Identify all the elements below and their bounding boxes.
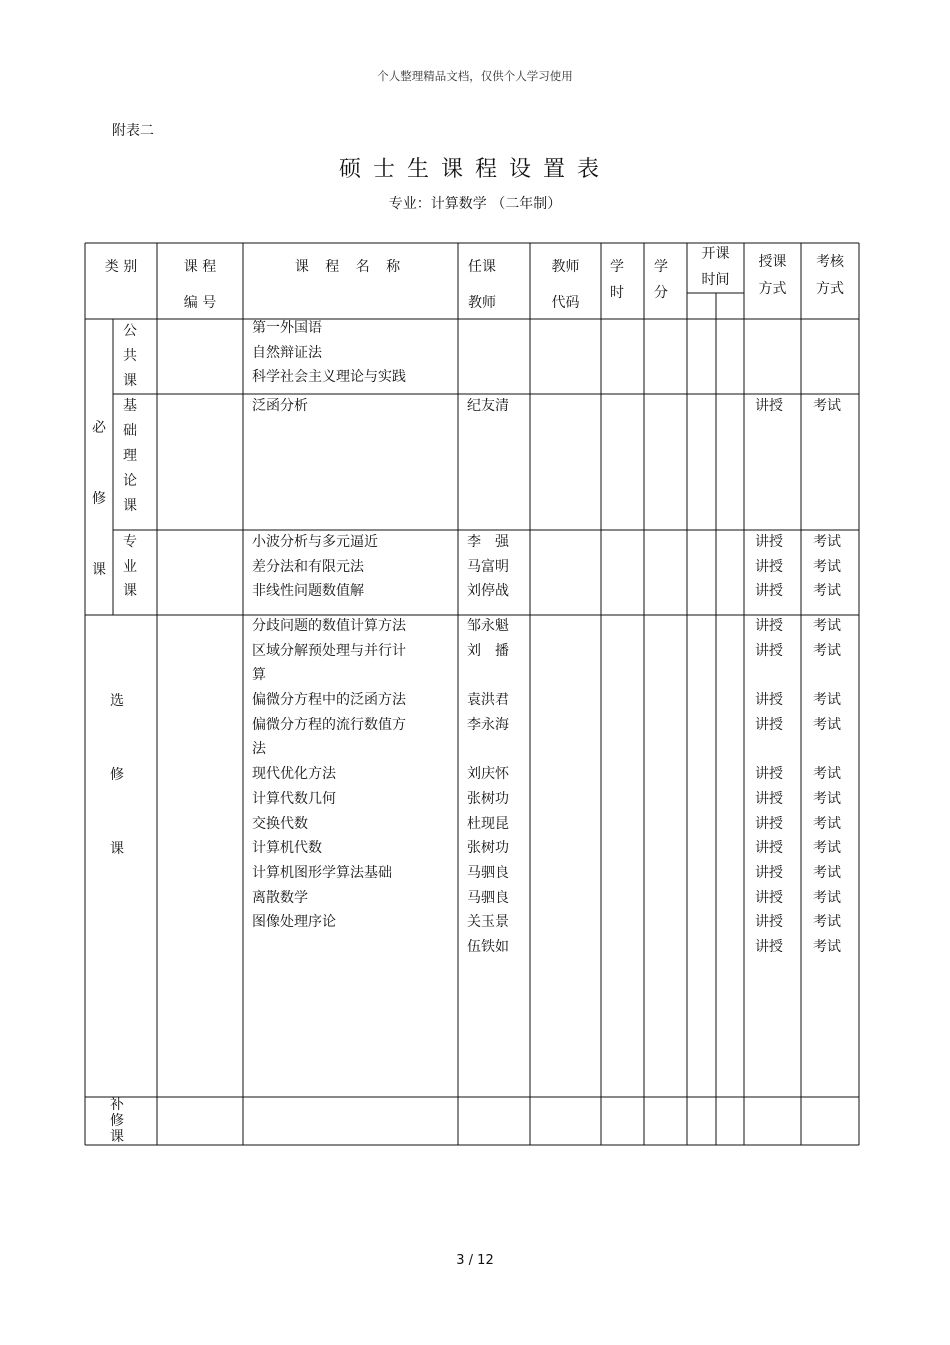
required-label-spacer [85, 437, 113, 488]
method: 讲授 [755, 642, 783, 659]
exam: 考试 [813, 534, 841, 550]
major-sub-label [113, 530, 147, 604]
teacher-name: 马驷良 [467, 864, 509, 881]
course-name: 图像处理序论 [252, 914, 336, 931]
course-name: 区域分解预处理与并行计 [252, 642, 406, 659]
course-name: 计算机图形学算法基础 [252, 864, 392, 881]
teacher-name: 刘庆怀 [467, 766, 509, 783]
elective-teachers [467, 614, 509, 960]
method: 讲授 [755, 840, 783, 857]
course-name: 交换代数 [252, 815, 308, 832]
course-name: 第一外国语 [252, 320, 322, 336]
method: 讲授 [755, 815, 783, 832]
course-name: 分歧问题的数值计算方法 [252, 618, 406, 634]
header-method-top: 授课 [758, 254, 787, 270]
major-teachers [467, 530, 509, 604]
elective-label-char: 课 [110, 841, 124, 857]
major-exams [813, 530, 841, 604]
header-course-name: 课 程 名 称 [294, 259, 407, 275]
course-name: 计算机代数 [252, 840, 322, 857]
supplementary-label-char: 补 [110, 1097, 124, 1113]
teacher-name [467, 737, 509, 762]
header-course-no-bottom: 编 号 [183, 295, 217, 311]
header-note: 个人整理精品文档，仅供个人学习使用 [377, 69, 573, 83]
teacher-name: 马富明 [467, 558, 509, 575]
basic-teacher: 纪友清 [467, 398, 509, 414]
basic-method: 讲授 [755, 398, 783, 414]
basic-exam: 考试 [813, 398, 841, 414]
exam: 考试 [813, 864, 841, 881]
teacher-name [467, 663, 509, 688]
course-name: 科学社会主义理论与实践 [252, 369, 406, 386]
course-name: 离散数学 [252, 889, 308, 906]
exam: 考试 [813, 766, 841, 783]
method: 讲授 [755, 864, 783, 881]
basic-label-char: 理 [123, 448, 137, 464]
elective-label [85, 689, 149, 861]
method [755, 737, 783, 762]
course-name: 小波分析与多元逼近 [252, 534, 378, 550]
exam: 考试 [813, 642, 841, 659]
major-label-char: 课 [123, 583, 137, 599]
major-methods [755, 530, 783, 604]
appendix-label: 附表二 [112, 123, 154, 139]
elective-label-spacer [85, 713, 149, 763]
course-name: 法 [252, 741, 266, 758]
header-exam-bottom: 方式 [816, 281, 844, 297]
teacher-name: 李 强 [467, 534, 509, 550]
teacher-name: 马驷良 [467, 889, 509, 906]
page-title: 硕士生课程设置表 [338, 157, 611, 182]
exam: 考试 [813, 583, 841, 600]
course-name: 自然辩证法 [252, 344, 322, 361]
method: 讲授 [755, 716, 783, 733]
exam [813, 663, 841, 688]
header-hours-bottom: 时 [610, 285, 624, 301]
exam: 考试 [813, 790, 841, 807]
method: 讲授 [755, 583, 783, 600]
header-hours-top: 学 [610, 259, 624, 275]
course-name: 差分法和有限元法 [252, 558, 364, 575]
method: 讲授 [755, 692, 783, 709]
header-credits-top: 学 [654, 259, 668, 275]
exam: 考试 [813, 558, 841, 575]
teacher-name: 关玉景 [467, 914, 509, 931]
exam: 考试 [813, 716, 841, 733]
public-courses [252, 316, 406, 390]
required-label-char: 必 [92, 420, 106, 436]
major-courses [252, 530, 378, 604]
header-semester-bottom: 时间 [701, 272, 730, 288]
exam: 考试 [813, 938, 841, 955]
method: 讲授 [755, 889, 783, 906]
teacher-name: 刘停战 [467, 583, 509, 600]
teacher-name: 张树功 [467, 790, 509, 807]
header-teacher-code-bottom: 代码 [551, 295, 580, 311]
public-sub-label [113, 319, 147, 394]
header-teacher-code-top: 教师 [551, 259, 580, 275]
required-label-char: 修 [92, 491, 106, 507]
method: 讲授 [755, 534, 783, 550]
method: 讲授 [755, 914, 783, 931]
teacher-name: 张树功 [467, 840, 509, 857]
exam: 考试 [813, 815, 841, 832]
exam [813, 737, 841, 762]
header-teacher-top: 任课 [468, 259, 496, 275]
header-semester-top: 开课 [701, 246, 730, 262]
exam: 考试 [813, 618, 841, 634]
header-exam-top: 考核 [816, 254, 844, 270]
course-name: 偏微分方程的流行数值方 [252, 716, 406, 733]
page-subtitle: 专业：计算数学 （二年制） [388, 196, 562, 212]
basic-label-char: 基 [123, 398, 137, 414]
required-label [85, 417, 113, 579]
elective-label-char: 修 [110, 767, 124, 783]
basic-label-char: 论 [123, 473, 137, 489]
major-label-char: 专 [123, 534, 137, 550]
header-category: 类 别 [104, 259, 138, 275]
course-name: 偏微分方程中的泛函方法 [252, 692, 406, 709]
public-label-char: 共 [123, 348, 137, 364]
header-course-no-top: 课 程 [183, 259, 217, 275]
basic-label-char: 础 [123, 423, 137, 439]
teacher-name: 伍铁如 [467, 938, 509, 955]
elective-label-spacer [85, 787, 149, 837]
major-label-char: 业 [123, 558, 137, 575]
exam: 考试 [813, 840, 841, 857]
method: 讲授 [755, 558, 783, 575]
course-name: 非线性问题数值解 [252, 583, 364, 600]
teacher-name: 袁洪君 [467, 692, 509, 709]
header-credits-bottom: 分 [654, 285, 668, 301]
elective-courses [252, 614, 406, 935]
public-label-char: 课 [123, 373, 137, 389]
basic-sub-label [113, 394, 147, 519]
method: 讲授 [755, 790, 783, 807]
teacher-name: 邹永魁 [467, 618, 509, 634]
method: 讲授 [755, 938, 783, 955]
header-method-bottom: 方式 [758, 281, 787, 297]
supplementary-label [85, 1097, 149, 1145]
header-teacher-bottom: 教师 [468, 295, 496, 311]
elective-exams [813, 614, 841, 960]
page-number: 3 / 12 [456, 1253, 494, 1268]
course-name: 算 [252, 667, 266, 684]
elective-label-char: 选 [110, 693, 124, 709]
basic-course-name: 泛函分析 [252, 398, 308, 414]
required-label-spacer [85, 508, 113, 559]
supplementary-label-char: 修 [110, 1113, 124, 1129]
course-name: 现代优化方法 [252, 766, 336, 783]
supplementary-label-char: 课 [110, 1129, 124, 1145]
method [755, 663, 783, 688]
course-name: 计算代数几何 [252, 790, 336, 807]
teacher-name: 杜现昆 [467, 815, 509, 832]
teacher-name: 刘 播 [467, 642, 509, 659]
exam: 考试 [813, 692, 841, 709]
method: 讲授 [755, 618, 783, 634]
exam: 考试 [813, 889, 841, 906]
elective-methods [755, 614, 783, 960]
teacher-name: 李永海 [467, 716, 509, 733]
required-label-char: 课 [92, 562, 106, 578]
basic-label-char: 课 [123, 498, 137, 514]
method: 讲授 [755, 766, 783, 783]
exam: 考试 [813, 914, 841, 931]
public-label-char: 公 [123, 323, 137, 339]
